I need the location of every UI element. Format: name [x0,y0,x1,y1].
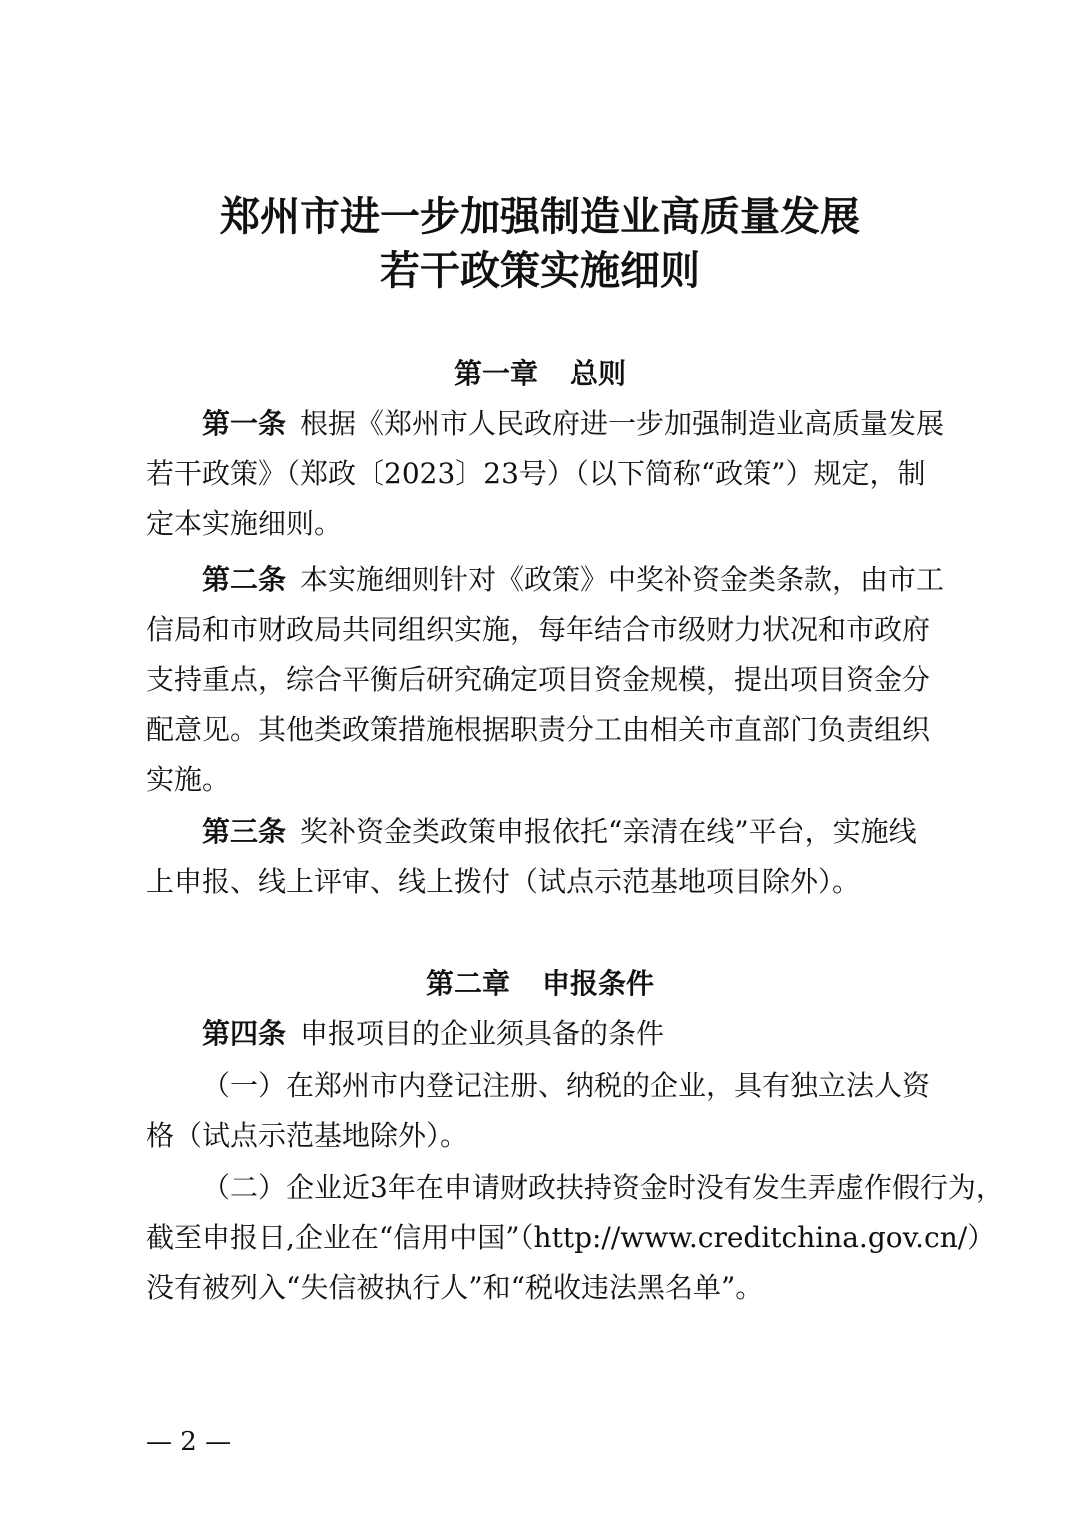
chapter-name: 申报条件 [542,967,655,1000]
article-2-line-4: 配意见。其他类政策措施根据职责分工由相关市直部门负责组织 [146,713,931,746]
article-1-first-line [202,404,944,444]
item-1-line-1: （一）在郑州市内登记注册、纳税的企业，具有独立法人资 [202,1069,931,1102]
item-1-line-2: 格（试点示范基地除外）。 [146,1119,469,1152]
article-2-line-5: 实施。 [146,763,231,796]
article-label: 第二条 [202,563,287,596]
article-2-first-line [202,560,944,600]
chapter-name: 总则 [570,357,627,390]
article-text: 奖补资金类政策申报依托“亲清在线”平台，实施线 [300,815,917,848]
chapter-heading-2 [0,964,1080,1004]
page-number: — 2 — [146,1427,232,1457]
document-title-line2: 若干政策实施细则 [380,247,700,294]
article-label: 第四条 [202,1017,287,1050]
article-text: 根据《郑州市人民政府进一步加强制造业高质量发展 [300,407,945,440]
article-text: 申报项目的企业须具备的条件 [300,1017,665,1050]
article-4-first-line [202,1014,664,1054]
article-1-line-2: 若干政策》（郑政〔2023〕23号）（以下简称“政策”）规定，制 [146,457,926,490]
article-3-first-line [202,812,917,852]
document-title-line1: 郑州市进一步加强制造业高质量发展 [220,193,860,240]
chapter-label: 第二章 [425,967,510,1000]
article-3-line-2: 上申报、线上评审、线上拨付（试点示范基地项目除外）。 [146,865,861,898]
chapter-heading-1 [0,354,1080,394]
article-text: 本实施细则针对《政策》中奖补资金类条款，由市工 [300,563,945,596]
article-1-line-3: 定本实施细则。 [146,507,343,540]
article-label: 第三条 [202,815,287,848]
chapter-label: 第一章 [453,357,538,390]
article-2-line-3: 支持重点，综合平衡后研究确定项目资金规模，提出项目资金分 [146,663,931,696]
item-2-line-1: （二）企业近3年在申请财政扶持资金时没有发生弄虚作假行为， [202,1171,1004,1204]
article-label: 第一条 [202,407,287,440]
article-2-line-2: 信局和市财政局共同组织实施，每年结合市级财力状况和市政府 [146,613,931,646]
item-2-line-2: 截至申报日,企业在“信用中国”（http://www.creditchina.gov.cn/） [146,1221,996,1254]
item-2-line-3: 没有被列入“失信被执行人”和“税收违法黑名单”。 [146,1271,764,1304]
